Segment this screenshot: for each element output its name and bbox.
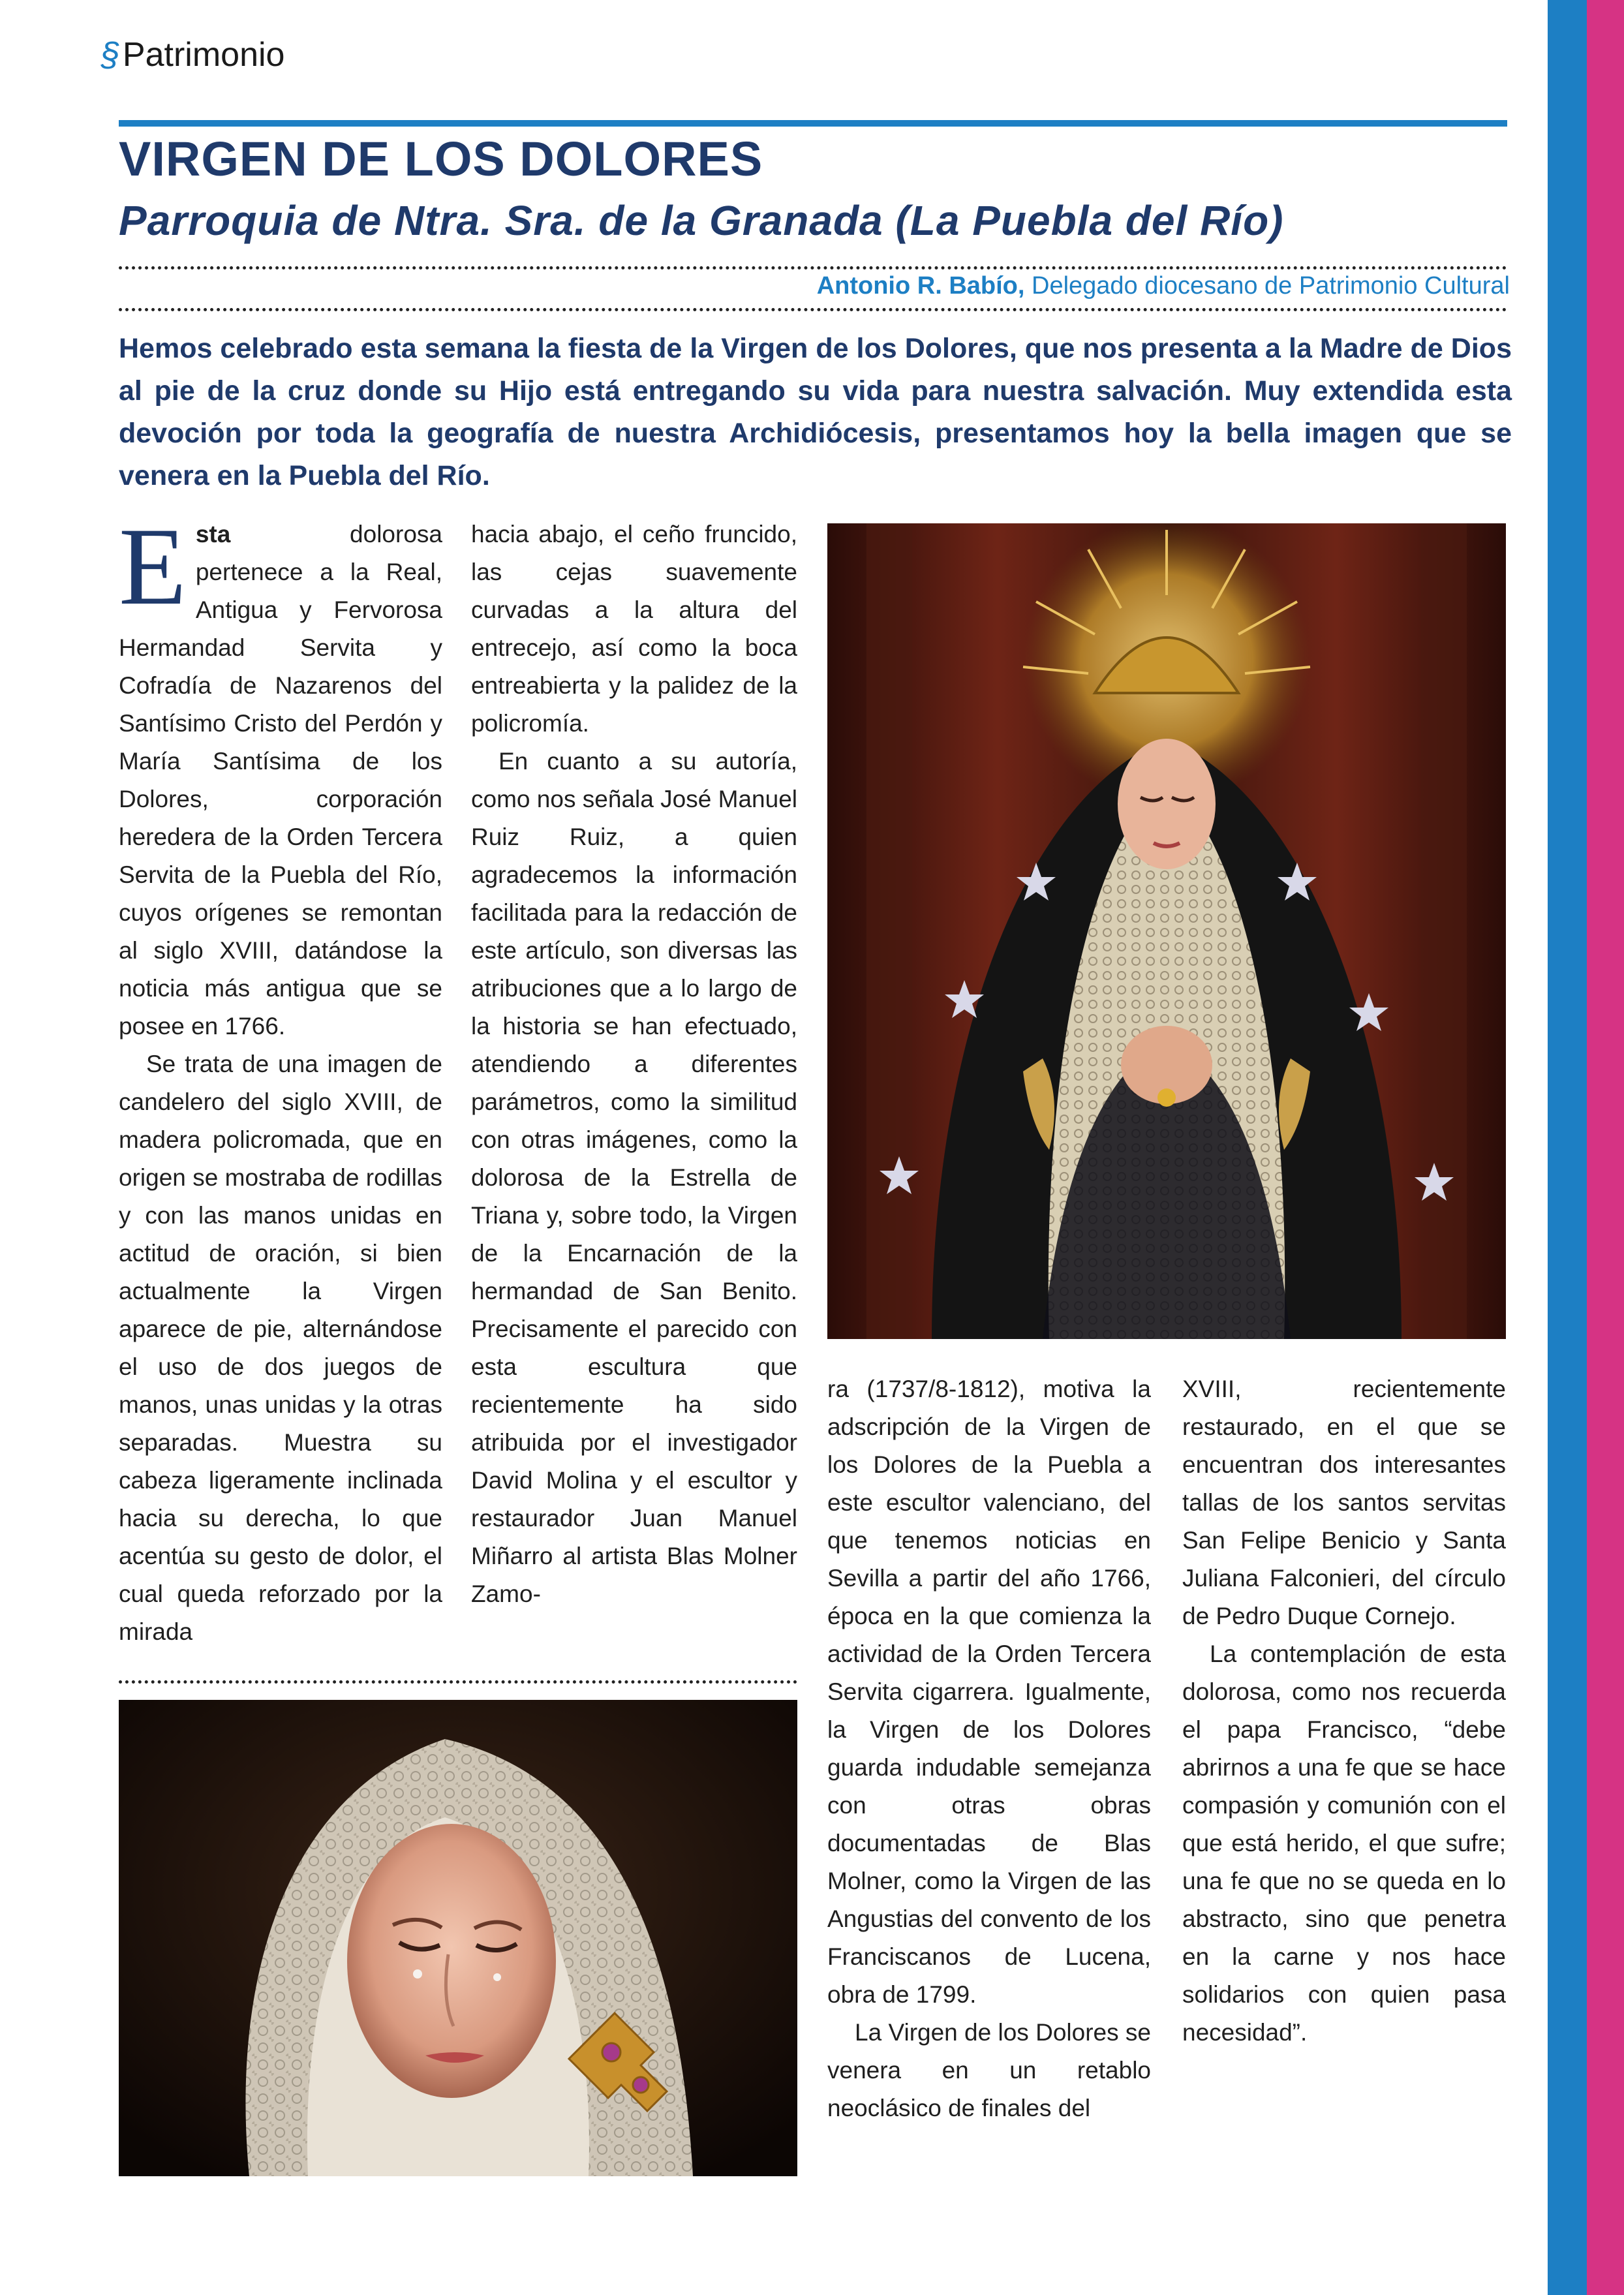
article-title: VIRGEN DE LOS DOLORES	[119, 132, 763, 186]
section-mark-icon: §	[101, 36, 120, 74]
text-column-4	[1182, 1370, 1506, 2052]
article-subtitle: Parroquia de Ntra. Sra. de la Granada (La Puebla del Río)	[119, 197, 1284, 244]
drop-cap: E	[119, 505, 187, 628]
col4-paragraph-1: XVIII, recientemente restaurado, en el que se encuentran dos interesantes tallas de los santos servitas San Felipe Benicio y Santa Juliana Falconieri, del círculo de Pedro Duque Cornejo.	[1182, 1376, 1506, 1629]
byline-top-divider	[119, 266, 1507, 270]
top-rule	[119, 120, 1507, 127]
author-role: Delegado diocesano de Patrimonio Cultural	[1024, 272, 1510, 300]
col2-paragraph-1: hacia abajo, el ceño fruncido, las cejas suavemente curvadas a la altura del entrecejo, así como la boca entreabierta y la palidez de la policromía.	[471, 521, 797, 737]
col3-paragraph-2: La Virgen de los Dolores se venera en un retablo neoclásico de finales del	[827, 2019, 1151, 2121]
side-bar-blue	[1548, 0, 1587, 2295]
col1-paragraph-1: dolorosa pertenece a la Real, Antigua y Fervorosa Hermandad Servita y Cofradía de Nazarenos del Santísimo Cristo del Perdón y María Santísima de los Dolores, corporación heredera de la Orden Tercera Servita de la Puebla del Río, cuyos orígenes se remontan al siglo XVIII, datándose la noticia más antigua que se posee en 1766.	[119, 521, 442, 1040]
col3-paragraph-1: ra (1737/8-1812), motiva la adscripción de la Virgen de los Dolores de la Puebla a este escultor valenciano, del que tenemos noticias en Sevilla a partir del año 1766, época en la que comienza la actividad de la Orden Tercera Servita cigarrera. Igualmente, la Virgen de los Dolores guarda indudable semejanza con otras obras documentadas de Blas Molner, como la Virgen de las Angustias del convento de los Franciscanos de Lucena, obra de 1799.	[827, 1376, 1151, 2008]
lead-paragraph: Hemos celebrado esta semana la fiesta de la Virgen de los Dolores, que nos presenta a la Madre de Dios al pie de la cruz donde su Hijo está entregando su vida para nuestra salvación. Muy extendida esta devoción por toda la geografía de nuestra Archidiócesis, presentamos hoy la bella imagen que se venera en la Puebla del Río.	[119, 333, 1512, 491]
text-column-3	[827, 1370, 1151, 2127]
col4-paragraph-2: La contemplación de esta dolorosa, como nos recuerda el papa Francisco, “debe abrirnos a una fe que se hace compasión y comunión con el que está herido, el que sufre; una fe que no se queda en lo abstracto, sino que penetra en la carne y nos hace solidarios con quien pasa necesidad”.	[1182, 1640, 1506, 2046]
text-column-1	[119, 505, 442, 1651]
virgin-face-photo	[119, 1700, 797, 2176]
text-column-2	[471, 516, 797, 1613]
side-bar-pink	[1587, 0, 1624, 2295]
lead-in: sta	[195, 521, 231, 547]
byline	[817, 272, 1510, 300]
section-label-text: Patrimonio	[122, 36, 285, 74]
col2-paragraph-2: En cuanto a su autoría, como nos señala José Manuel Ruiz Ruiz, a quien agradecemos la información facilitada para la redacción de este artículo, son diversas las atribuciones que a lo largo de la historia se han efectuado, atendiendo a diferentes parámetros, como la similitud con otras imágenes, como la dolorosa de la Estrella de Triana y, sobre todo, la Virgen de la Encarnación de la hermandad de San Benito. Precisamente el parecido con esta escultura que recientemente ha sido atribuida por el investigador David Molina y el escultor y restaurador Juan Manuel Miñarro al artista Blas Molner Zamo-	[471, 748, 797, 1607]
author-name: Antonio R. Babío,	[816, 272, 1025, 300]
section-label	[101, 38, 284, 72]
byline-bottom-divider	[119, 308, 1507, 311]
col1-paragraph-2: Se trata de una imagen de candelero del siglo XVIII, de madera policromada, que en origen se mostraba de rodillas y con las manos unidas en actitud de oración, si bien actualmente la Virgen aparece de pie, alternándose el uso de dos juegos de manos, unas unidas y la otras separadas. Muestra su cabeza ligeramente inclinada hacia su derecha, lo que acentúa su gesto de dolor, el cual queda reforzado por la mirada	[119, 1051, 442, 1645]
virgin-full-photo	[827, 523, 1506, 1339]
photo-divider	[119, 1680, 797, 1684]
